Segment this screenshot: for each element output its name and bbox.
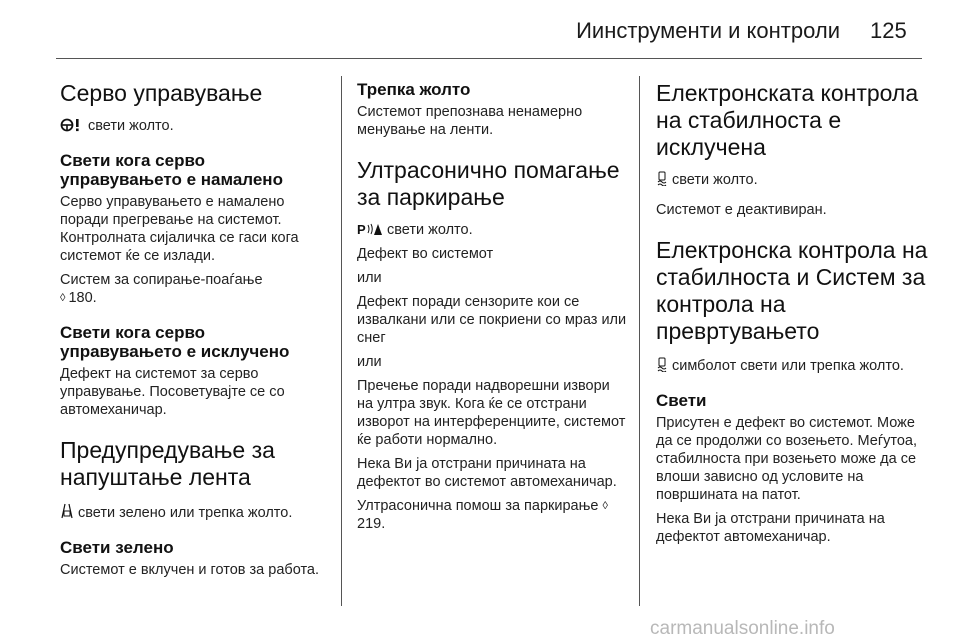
- chapter-title: Иинструменти и контроли: [576, 18, 840, 43]
- esc-off-lamp-note: [656, 171, 928, 189]
- parking-ref-text: Ултрасонична помош за паркирање: [357, 498, 599, 514]
- heading-green-on: Свети зелено: [60, 538, 174, 557]
- lamp-note-text: свети жолто.: [387, 222, 473, 238]
- lit-body-2: Нека Ви ја отстрани причината на дефектот автомеханичар.: [656, 511, 885, 545]
- esc-icon: [656, 357, 668, 372]
- esc-off-icon: [656, 171, 668, 186]
- column-2: [357, 80, 629, 533]
- parking-paragraph-6: Нека Ви ја отстрани причината на дефектот во системот автомеханичар.: [357, 456, 617, 490]
- start-stop-ref: [60, 289, 328, 307]
- steering-reduced-body: Серво управувањето е намалено поради прегревање на системот. Контролната сијаличка се гаси кога системот ќе се излади.: [60, 194, 299, 264]
- parking-assist-lamp-note: [357, 221, 629, 239]
- parking-paragraph-2: или: [357, 270, 382, 286]
- section-title-parking-assist: Ултрасонично помагање за паркирање: [357, 157, 620, 210]
- lamp-note-text: свети зелено или трепка жолто.: [78, 505, 293, 521]
- column-1: [60, 80, 328, 579]
- column-divider-1: [341, 76, 342, 606]
- parking-paragraph-4: или: [357, 354, 382, 370]
- page-reference-link[interactable]: 180.: [68, 290, 97, 306]
- section-title-lane-departure: Предупредување за напуштање лента: [60, 437, 275, 490]
- page-reference-link[interactable]: 219.: [357, 516, 386, 532]
- svg-text:P: P: [357, 222, 366, 236]
- parking-paragraph-5: Пречење поради надворешни извори на ултра звук. Кога ќе се отстрани изворот на интерференциите, системот ќе работи нормално.: [357, 378, 626, 448]
- section-title-esc-rollover: Електронска контрола на стабилноста и Систем за контрола на превртувањето: [656, 237, 928, 344]
- page-number: 125: [870, 18, 907, 43]
- column-3: [656, 80, 928, 546]
- start-stop-ref-text: Систем за сопирање-поаѓање: [60, 272, 263, 288]
- column-divider-2: [639, 76, 640, 606]
- watermark-text: carmanualsonline.info: [650, 618, 835, 639]
- steering-off-body: Дефект на системот за серво управување. Посоветувајте се со автомеханичар.: [60, 366, 285, 418]
- parking-assist-ref: [357, 497, 629, 533]
- parking-paragraph-3: Дефект поради сензорите кои се извалкани или се покриени со мраз или снег: [357, 294, 627, 346]
- lit-body: Присутен е дефект во системот. Може да се продолжи со возењето. Меѓутоа, стабилноста при возењето може да се влоши зависно од условите на површината на патот.: [656, 415, 917, 503]
- page-reference-icon: ◊: [602, 500, 608, 512]
- header-divider: [56, 58, 922, 59]
- lamp-note-text: свети жолто.: [672, 172, 758, 188]
- esc-off-paragraph: Системот е деактивиран.: [656, 202, 827, 218]
- heading-steering-off: Свети кога серво управувањето е исклучено: [60, 323, 290, 361]
- heading-lit: Свети: [656, 391, 707, 410]
- section-title-power-steering: Серво управување: [60, 80, 263, 106]
- lamp-note-text: симболот свети или трепка жолто.: [672, 358, 904, 374]
- lane-departure-icon: [60, 503, 74, 519]
- power-steering-lamp-note: [60, 117, 328, 135]
- lamp-note-text: свети жолто.: [88, 118, 174, 134]
- page-reference-icon: ◊: [60, 292, 66, 304]
- esc-rollover-lamp-note: [656, 357, 928, 375]
- parking-paragraph-1: Дефект во системот: [357, 246, 494, 262]
- parking-assist-icon: [357, 222, 383, 236]
- green-on-body: Системот е вклучен и готов за работа.: [60, 562, 320, 578]
- steering-warning-icon: [60, 118, 84, 132]
- lane-departure-lamp-note: [60, 503, 328, 522]
- heading-steering-reduced: Свети кога серво управувањето е намалено: [60, 151, 283, 189]
- section-title-esc-off: Електронската контрола на стабилноста е исклучена: [656, 80, 919, 160]
- flashing-yellow-body: Системот препознава ненамерно менување на ленти.: [357, 104, 583, 138]
- heading-flashing-yellow: Трепка жолто: [357, 80, 471, 99]
